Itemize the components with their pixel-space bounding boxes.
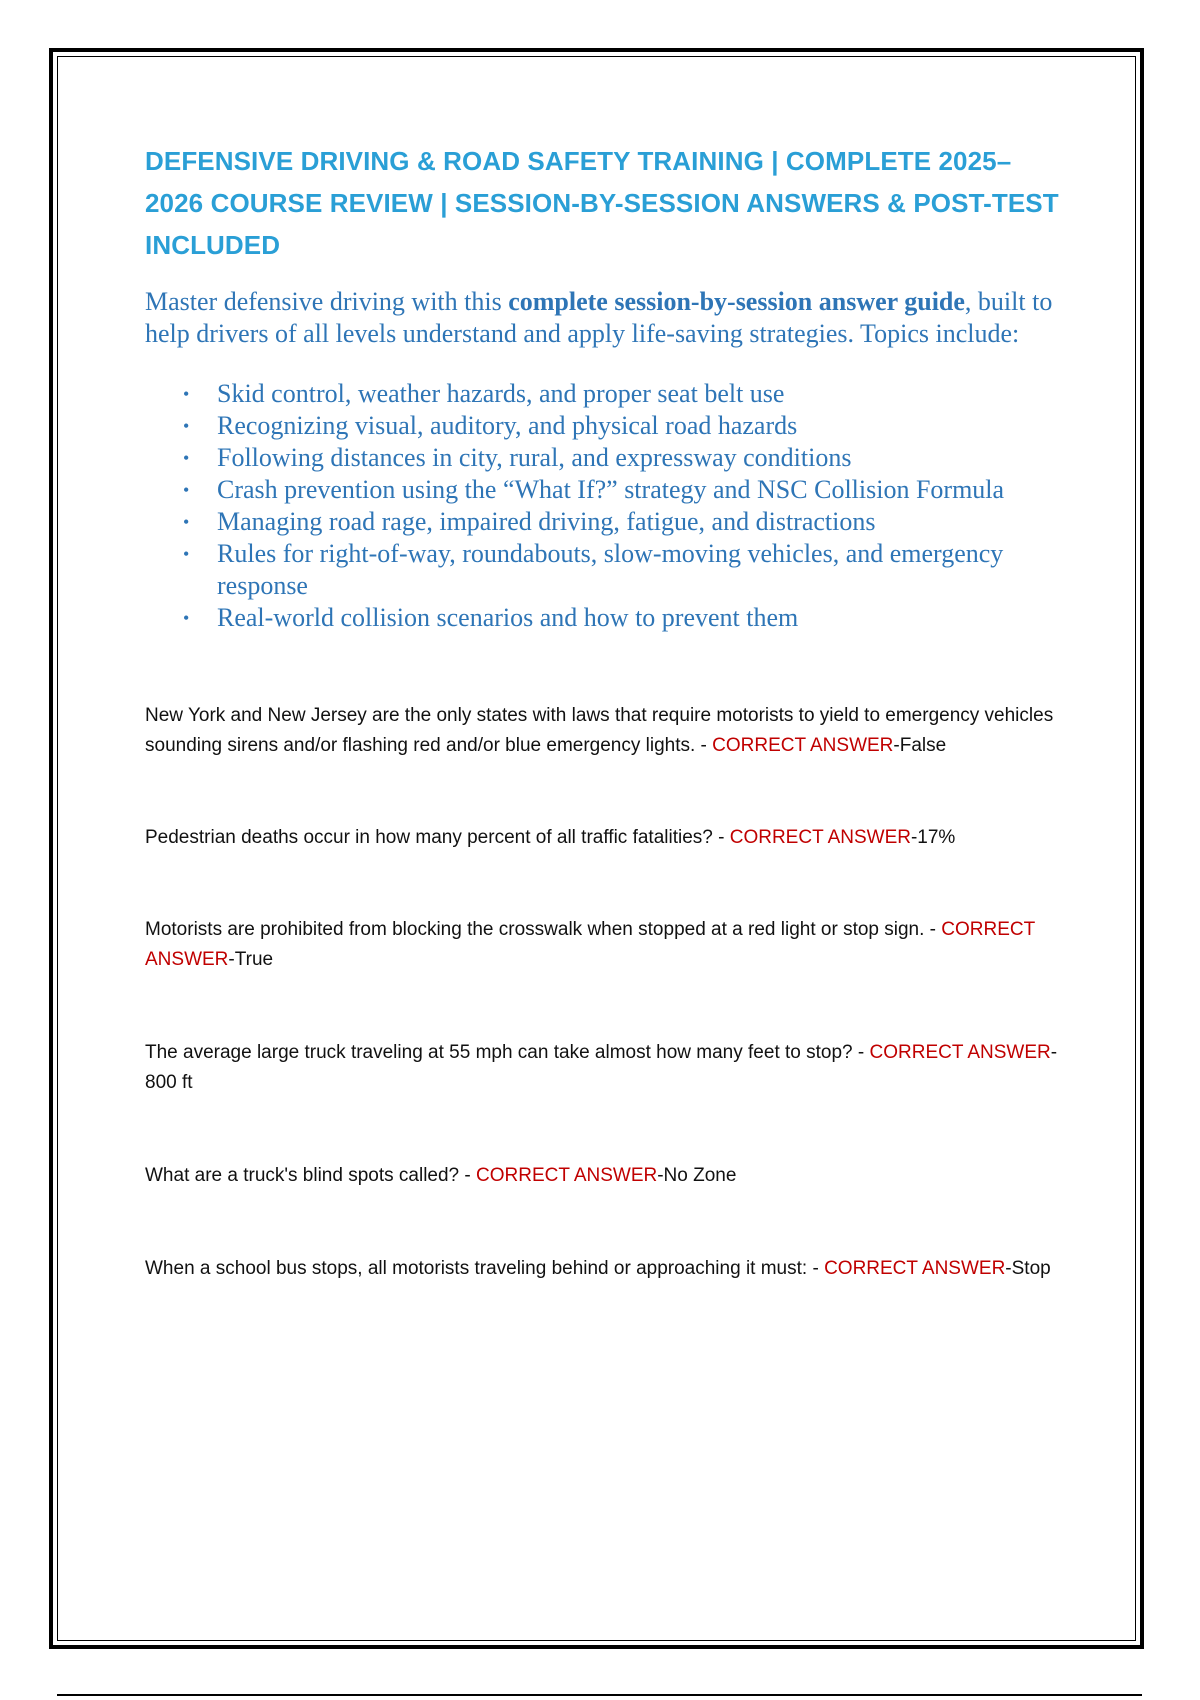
- topic-item: [183, 410, 1060, 442]
- bullet-icon: •: [183, 448, 190, 468]
- answer-text: -800 ft: [145, 1042, 1058, 1093]
- document-title: DEFENSIVE DRIVING & ROAD SAFETY TRAINING | COMPLETE 2025–2026 COURSE REVIEW | SESSION-BY-SESSION ANSWERS & POST-TEST INCLUDED: [145, 146, 1059, 260]
- topic-text: Following distances in city, rural, and expressway conditions: [217, 443, 852, 472]
- answer-text: -No Zone: [657, 1165, 737, 1186]
- bullet-icon: •: [183, 544, 190, 564]
- topic-text: Crash prevention using the “What If?” strategy and NSC Collision Formula: [217, 475, 1005, 504]
- question-text: The average large truck traveling at 55 mph can take almost how many feet to stop? -: [145, 1042, 870, 1063]
- topic-item: [183, 602, 1060, 634]
- answer-text: -False: [893, 735, 947, 756]
- intro-text-start: Master defensive driving with this: [145, 287, 509, 316]
- topic-text: Skid control, weather hazards, and proper seat belt use: [217, 379, 785, 408]
- question-text: Motorists are prohibited from blocking the crosswalk when stopped at a red light or stop sign. -: [145, 919, 942, 940]
- qa-item: [145, 1254, 1060, 1284]
- qa-item: [145, 823, 1060, 853]
- answer-text: -17%: [910, 827, 956, 848]
- qa-item: [145, 1161, 1060, 1191]
- intro-text-end: , built to help drivers of all levels understand and apply life-saving strategies. Topics include:: [145, 287, 1053, 348]
- topic-item: [183, 474, 1060, 506]
- topic-item: [183, 538, 1060, 602]
- topic-item: [183, 442, 1060, 474]
- bullet-icon: •: [183, 416, 190, 436]
- topic-text: Real-world collision scenarios and how to prevent them: [217, 603, 799, 632]
- correct-answer-label: CORRECT ANSWER: [869, 1042, 1051, 1063]
- topic-item: [183, 506, 1060, 538]
- intro-text-bold: complete session-by-session answer guide: [508, 287, 965, 316]
- answer-text: -True: [228, 949, 274, 970]
- bullet-icon: •: [183, 384, 190, 404]
- qa-item: [145, 1038, 1060, 1098]
- question-text: When a school bus stops, all motorists traveling behind or approaching it must: -: [145, 1258, 825, 1279]
- qa-item: [145, 701, 1060, 761]
- topic-text: Managing road rage, impaired driving, fatigue, and distractions: [217, 507, 876, 536]
- question-text: What are a truck's blind spots called? -: [145, 1165, 476, 1186]
- document-content: [145, 140, 1060, 1284]
- correct-answer-label: CORRECT ANSWER: [476, 1165, 658, 1186]
- correct-answer-label: CORRECT ANSWER: [712, 735, 894, 756]
- correct-answer-label: CORRECT ANSWER: [145, 919, 1035, 970]
- correct-answer-label: CORRECT ANSWER: [824, 1258, 1006, 1279]
- topic-text: Recognizing visual, auditory, and physical road hazards: [217, 411, 798, 440]
- topic-text: Rules for right-of-way, roundabouts, slow-moving vehicles, and emergency response: [217, 539, 1004, 600]
- qa-list: [145, 701, 1060, 1284]
- topic-item: [183, 378, 1060, 410]
- question-text: Pedestrian deaths occur in how many percent of all traffic fatalities? -: [145, 827, 730, 848]
- bullet-icon: •: [183, 512, 190, 532]
- answer-text: -Stop: [1005, 1258, 1051, 1279]
- bullet-icon: •: [183, 608, 190, 628]
- correct-answer-label: CORRECT ANSWER: [729, 827, 911, 848]
- question-text: New York and New Jersey are the only states with laws that require motorists to yield to emergency vehicles sounding sirens and/or flashing red and/or blue emergency lights. -: [145, 705, 1054, 756]
- topics-list: [145, 378, 1060, 634]
- intro-paragraph: [145, 286, 1060, 350]
- qa-item: [145, 915, 1060, 975]
- page-separator-rule: [57, 1694, 1142, 1696]
- bullet-icon: •: [183, 480, 190, 500]
